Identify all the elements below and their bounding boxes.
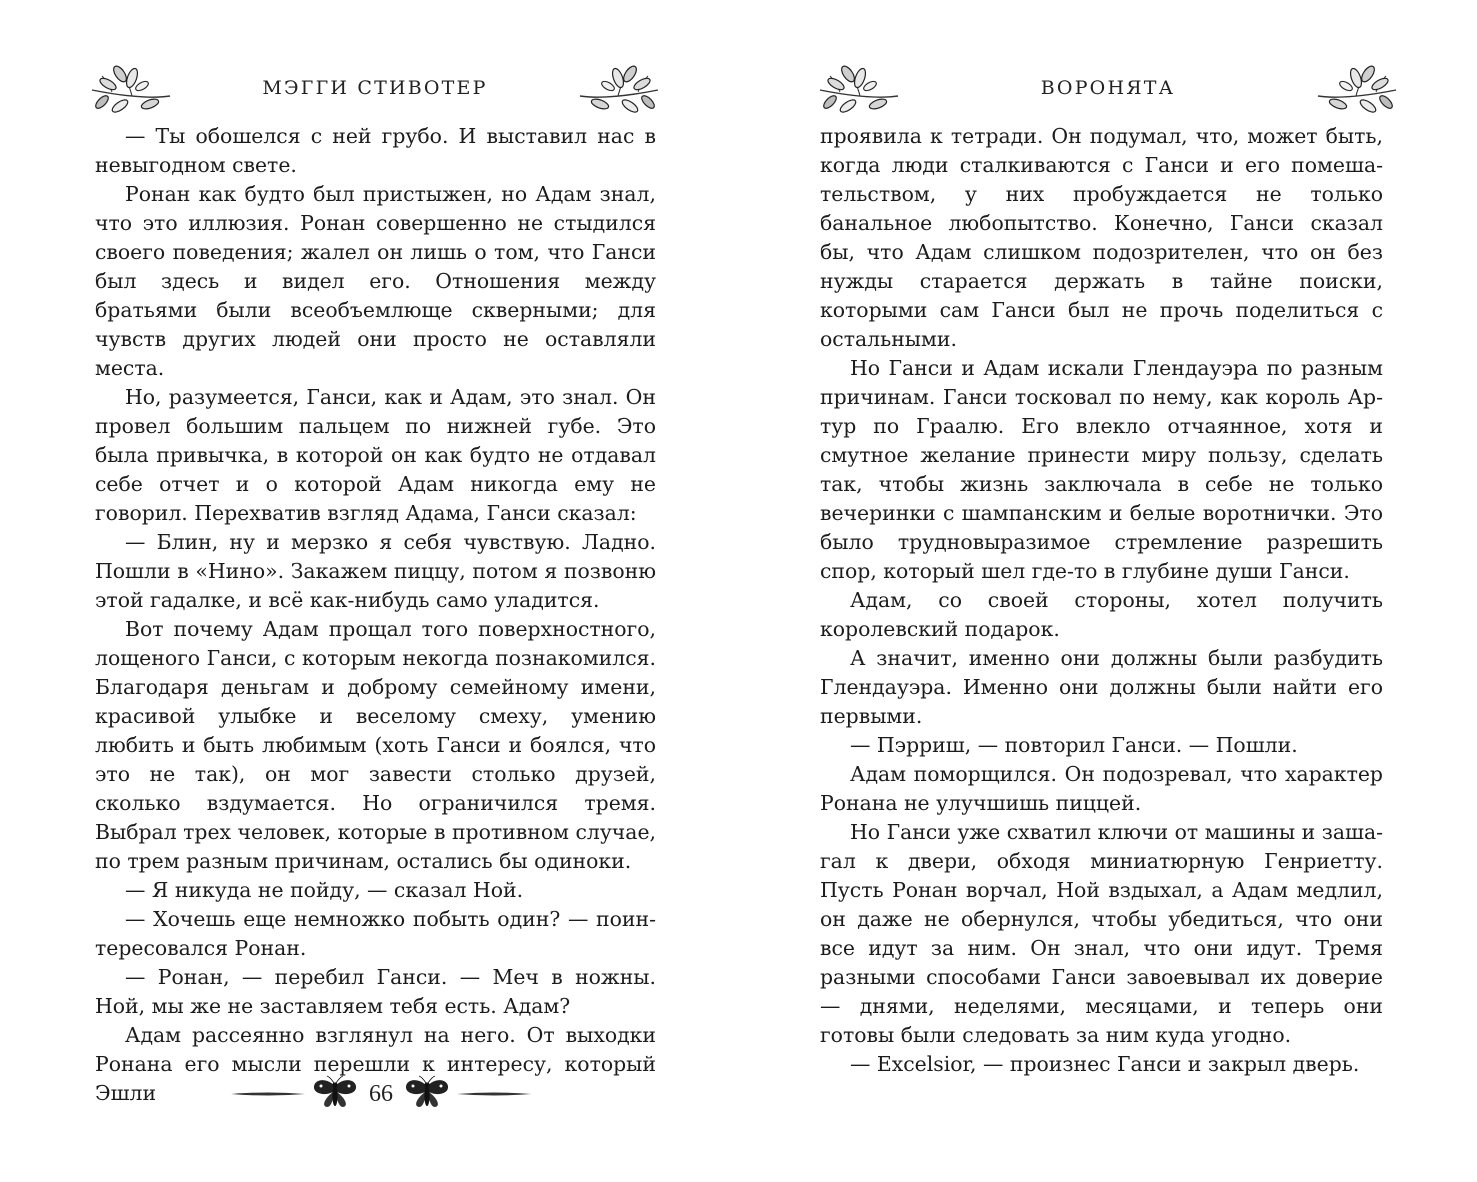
paragraph: Адам, со своей стороны, хотел получить королевский подарок.	[820, 588, 1383, 641]
paragraph: — Блин, ну и мерзко я себя чувствую. Ладно. Пошли в «Нино». Закажем пиццу, потом я позвоню этой гадалке, и всё как-нибудь само уладится.	[95, 530, 656, 612]
leaf-sprig-icon	[578, 60, 660, 116]
right-page	[738, 0, 1477, 1182]
paragraph: Адам поморщился. Он подозревал, что характер Ронана не улучшишь пиццей.	[820, 762, 1383, 815]
moth-icon	[311, 1074, 359, 1114]
ornamental-rule-right	[457, 1090, 531, 1098]
body-text-left	[95, 122, 656, 1108]
paragraph: Но Ганси и Адам искали Глендауэра по разным причинам. Ганси тосковал по нему, как король Артур по Граалю. Его влекло отчаянное, хотя и смутное желание принести миру пользу, сделать так, чтобы жизнь заключала в себе не только вечеринки с шампанским и белые воротнички. Это было трудновыразимое стремление разрешить спор, который шел где-то в глубине души Ганси.	[820, 356, 1383, 583]
paragraph: Адам рассеянно взглянул на него. От выходки Ронана его мысли перешли к интересу, который Эшли	[95, 1023, 656, 1105]
paragraph: Но, разумеется, Ганси, как и Адам, это знал. Он провел большим пальцем по нижней губе. Это была привычка, в которой он как будто не отдавал себе отчет и о которой Адам никогда ему не говорил. Перехватив взгляд Адама, Ганси сказал:	[95, 385, 656, 525]
page-number: 66	[369, 1080, 393, 1107]
left-page	[0, 0, 738, 1182]
body-text-right	[820, 122, 1383, 1079]
paragraph: — Ты обошелся с ней грубо. И выставил нас в невыгодном свете.	[95, 124, 656, 177]
running-head-right	[818, 60, 1398, 116]
paragraph: Но Ганси уже схватил ключи от машины и зашагал к двери, обходя миниатюрную Генриетту. Пусть Ронан ворчал, Ной вздыхал, а Адам медлил, он даже не обернулся, чтобы убедиться, что они все идут за ним. Он знал, что они идут. Тремя разными способами Ганси завоевывал их доверие — днями, неделями, месяцами, и теперь они готовы были следовать за ним куда угодно.	[820, 820, 1383, 1047]
leaf-sprig-icon	[90, 60, 172, 116]
paragraph: Ронан как будто был пристыжен, но Адам знал, что это иллюзия. Ронан совершенно не стыдился своего поведения; жалел он лишь о том, что Ганси был здесь и видел его. Отношения между братьями были всеобъемлюще скверными; для чувств других людей они просто не оставляли места.	[95, 182, 656, 380]
running-head-left	[90, 60, 660, 116]
author-name: МЭГГИ СТИВОТЕР	[262, 77, 488, 99]
folio	[222, 1072, 540, 1116]
paragraph: — Пэрриш, — повторил Ганси. — Пошли.	[850, 733, 1298, 757]
leaf-sprig-icon	[818, 60, 900, 116]
paragraph: Вот почему Адам прощал того поверхностного, лощеного Ганси, с которым некогда познакомился. Благодаря деньгам и доброму семейному имени, красивой улыбке и веселому смеху, умению любить и быть любимым (хоть Ганси и боялся, что это не так), он мог завести столько друзей, сколько вздумается. Но ограничился тремя. Выбрал трех человек, которые в противном случае, по трем разным причинам, остались бы одиноки.	[95, 617, 656, 873]
paragraph: — Excelsior, — произнес Ганси и закрыл дверь.	[850, 1052, 1360, 1076]
paragraph: — Хочешь еще немножко побыть один? — поинтересовался Ронан.	[95, 907, 656, 960]
paragraph: — Ронан, — перебил Ганси. — Меч в ножны. Ной, мы же не заставляем тебя есть. Адам?	[95, 965, 656, 1018]
moth-icon	[403, 1074, 451, 1114]
leaf-sprig-icon	[1316, 60, 1398, 116]
ornamental-rule-left	[231, 1090, 305, 1098]
book-title: ВОРОНЯТА	[1040, 77, 1176, 99]
paragraph: — Я никуда не пойду, — сказал Ной.	[125, 878, 524, 902]
paragraph-continuation: проявила к тетради. Он подумал, что, может быть, когда люди сталкиваются с Ганси и его помешательством, у них пробуждается не только банальное любопытство. Конечно, Ганси сказал бы, что Адам слишком подозрителен, что он без нужды старается держать в тайне поиски, которыми сам Ганси был не прочь поделиться с остальными.	[820, 124, 1383, 351]
paragraph: А значит, именно они должны были разбудить Глендауэра. Именно они должны были найти его первыми.	[820, 646, 1383, 728]
